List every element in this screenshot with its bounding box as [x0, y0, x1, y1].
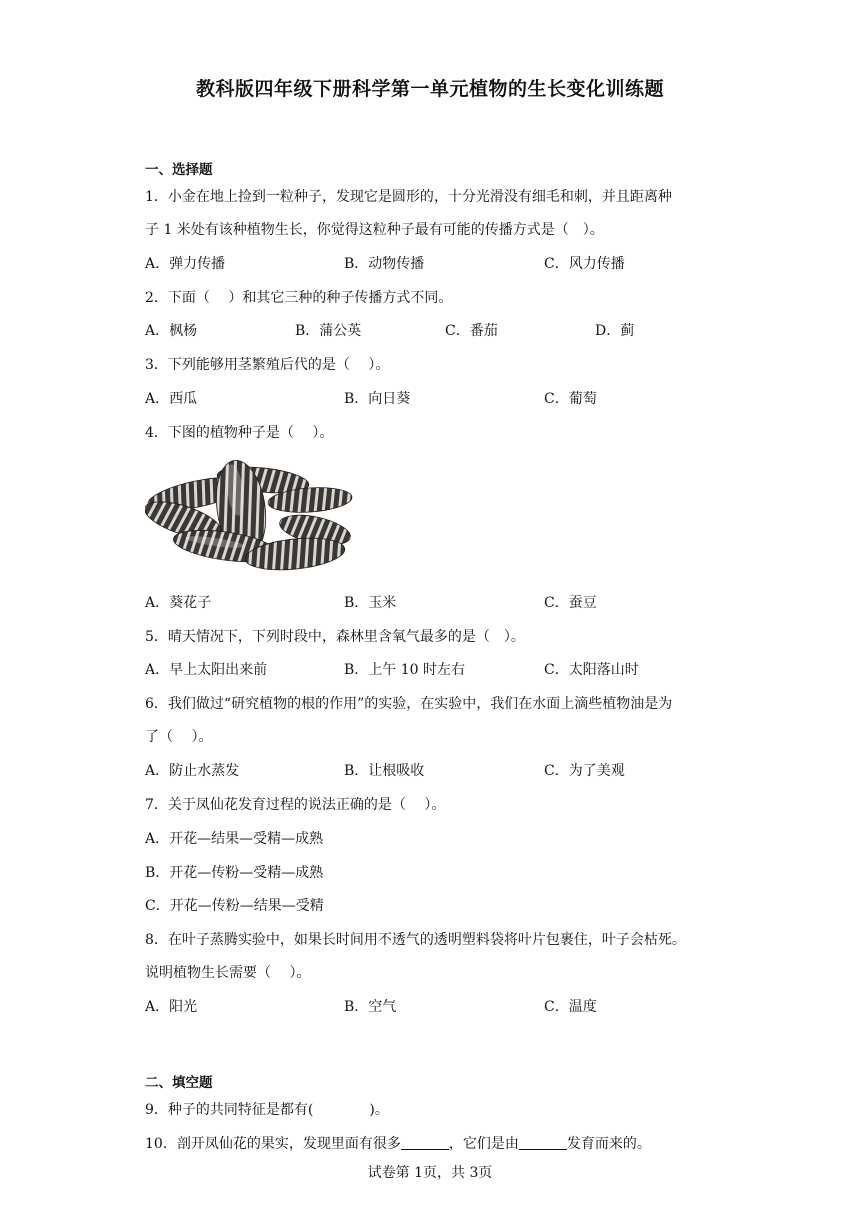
question-1-option-b: B．动物传播 [344, 256, 425, 272]
question-7-option-a: A．开花—结果—受精—成熟 [145, 831, 324, 847]
question-9-text-after: )。 [369, 1102, 389, 1118]
question-2-option-a: A．枫杨 [145, 323, 198, 339]
question-10-blank-2[interactable] [519, 1135, 567, 1150]
question-1-line-1: 1．小金在地上捡到一粒种子，发现它是圆形的，十分光滑没有细毛和刺，并且距离种 [145, 189, 672, 205]
question-10-text-before: 10．剖开凤仙花的果实，发现里面有很多 [145, 1136, 401, 1152]
question-4-option-b: B．玉米 [344, 595, 397, 611]
question-7-option-c: C．开花—传粉—结果—受精 [145, 898, 324, 914]
question-8-option-c: C．温度 [544, 999, 597, 1015]
question-9 [145, 1099, 389, 1119]
question-8-option-a: A．阳光 [145, 999, 198, 1015]
question-5-option-a: A．早上太阳出来前 [145, 662, 268, 678]
question-6-line-1: 6．我们做过“研究植物的根的作用”的实验，在实验中，我们在水面上滴些植物油是为 [145, 696, 673, 712]
question-8-line-1: 8．在叶子蒸腾实验中，如果长时间用不透气的透明塑料袋将叶片包裹住，叶子会枯死。 [145, 932, 686, 948]
page-footer: 试卷第 1页，共 3页 [367, 1165, 493, 1181]
question-3-option-a: A．西瓜 [145, 391, 198, 407]
question-2-line-1: 2．下面（ ）和其它三种的种子传播方式不同。 [145, 290, 453, 306]
question-2-option-c: C．番茄 [445, 323, 498, 339]
section-fill-heading: 二、填空题 [145, 1075, 213, 1091]
sunflower-seeds-image [145, 450, 357, 578]
question-3-option-c: C．葡萄 [544, 391, 597, 407]
question-3-line-1: 3．下列能够用茎繁殖后代的是（ ）。 [145, 357, 390, 373]
question-10-text-after: 发育而来的。 [566, 1136, 651, 1152]
question-6-line-2: 了（ ）。 [145, 729, 213, 745]
question-2-option-d: D．蓟 [595, 323, 635, 339]
question-2-option-b: B．蒲公英 [295, 323, 362, 339]
question-9-text-before: 9．种子的共同特征是都有( [145, 1102, 314, 1118]
page-title: 教科版四年级下册科学第一单元植物的生长变化训练题 [195, 78, 664, 100]
question-4-option-a: A．葵花子 [145, 595, 212, 611]
section-choice-heading: 一、选择题 [145, 162, 213, 178]
question-8-option-b: B．空气 [344, 999, 397, 1015]
question-6-option-b: B．让根吸收 [344, 763, 425, 779]
question-5-line-1: 5．晴天情况下，下列时段中，森林里含氧气最多的是（ ）。 [145, 629, 525, 645]
question-4-option-c: C．蚕豆 [544, 595, 597, 611]
question-5-option-b: B．上午 10 时左右 [344, 662, 466, 678]
question-7-line-1: 7．关于凤仙花发育过程的说法正确的是（ ）。 [145, 797, 446, 813]
question-1-option-a: A．弹力传播 [145, 256, 226, 272]
question-6-option-a: A．防止水蒸发 [145, 763, 240, 779]
question-10 [145, 1133, 651, 1153]
question-4-line-1: 4．下图的植物种子是（ ）。 [145, 425, 334, 441]
question-10-text-middle: ，它们是由 [448, 1136, 519, 1152]
question-7-option-b: B．开花—传粉—受精—成熟 [145, 865, 324, 881]
question-8-line-2: 说明植物生长需要（ ）。 [145, 965, 311, 981]
question-3-option-b: B．向日葵 [344, 391, 411, 407]
question-6-option-c: C．为了美观 [544, 763, 625, 779]
question-1-option-c: C．风力传播 [544, 256, 625, 272]
question-10-blank-1[interactable] [401, 1135, 449, 1150]
question-1-line-2: 子 1 米处有该种植物生长，你觉得这粒种子最有可能的传播方式是（ ）。 [145, 222, 604, 238]
question-5-option-c: C．太阳落山时 [544, 662, 639, 678]
